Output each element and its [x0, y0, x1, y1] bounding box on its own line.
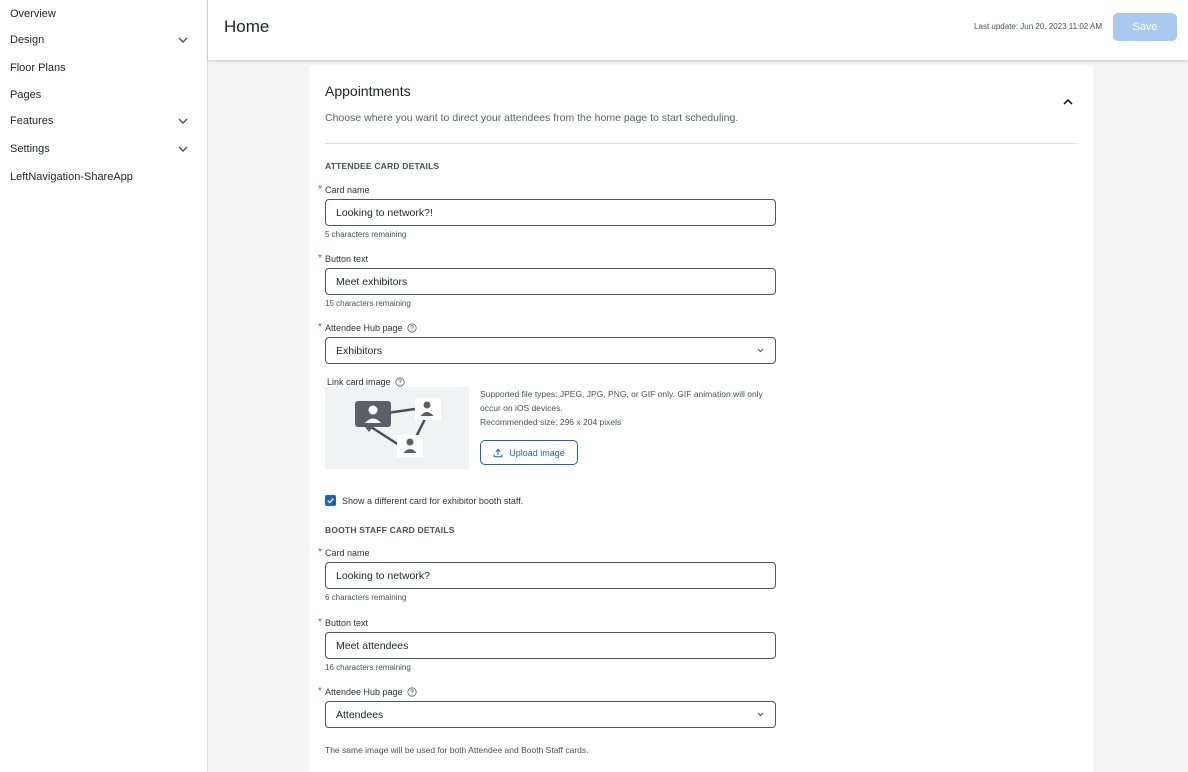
checkmark-icon [326, 496, 335, 505]
booth-hub-page-selected-value: Attendees [336, 708, 384, 721]
booth-card-name-input[interactable] [325, 562, 776, 589]
upload-image-button[interactable] [480, 440, 578, 465]
chevron-down-icon [177, 34, 189, 46]
sidebar-item-floor-plans[interactable] [10, 58, 189, 78]
save-button[interactable]: Save [1113, 13, 1177, 41]
section-description: Choose where you want to direct your attendees from the home page to start scheduling. [325, 112, 739, 124]
image-requirements-text [480, 387, 780, 429]
help-icon[interactable] [407, 687, 417, 697]
help-icon[interactable] [395, 377, 405, 387]
image-file-types-text: Supported file types: JPEG, JPG, PNG, or GIF only. GIF animation will only occur on iOS devices. [480, 389, 763, 413]
sidebar [0, 0, 208, 772]
booth-card-name-label [318, 547, 370, 558]
card-name-hint: 5 characters remaining [325, 230, 407, 239]
attendee-card-heading: ATTENDEE CARD DETAILS [325, 161, 440, 171]
booth-staff-checkbox[interactable] [325, 495, 336, 506]
button-text-input[interactable] [325, 268, 776, 295]
appointments-card [309, 65, 1093, 772]
sidebar-item-label: Features [10, 115, 54, 127]
sidebar-item-design[interactable] [10, 30, 189, 50]
page-header [208, 0, 1188, 60]
chevron-down-icon [177, 115, 189, 127]
sidebar-item-label: Design [10, 34, 45, 46]
chevron-down-icon [756, 710, 765, 719]
sidebar-item-features[interactable] [10, 111, 189, 131]
button-text-label [318, 253, 369, 264]
booth-hub-page-select[interactable] [325, 701, 776, 728]
booth-hub-page-label [318, 686, 417, 697]
booth-hub-page-label-text: Attendee Hub page [325, 687, 403, 697]
booth-button-text-input[interactable] [325, 632, 776, 659]
button-text-hint: 15 characters remaining [325, 299, 411, 308]
section-title: Appointments [325, 83, 411, 99]
last-update-text: Last update: Jun 20, 2023 11:02 AM [974, 22, 1102, 31]
card-name-label [318, 184, 370, 195]
sidebar-item-label: Floor Plans [10, 62, 66, 74]
sidebar-item-settings[interactable] [10, 139, 189, 159]
chevron-down-icon [756, 346, 765, 355]
button-text-label-text: Button text [325, 254, 369, 264]
card-name-input[interactable] [325, 199, 776, 226]
link-card-image-label [327, 377, 405, 387]
sidebar-item-label: Settings [10, 143, 50, 155]
upload-icon [493, 448, 503, 458]
required-marker: * [318, 184, 322, 195]
main-content [208, 60, 1188, 772]
sidebar-item-pages[interactable] [10, 85, 189, 105]
required-marker: * [318, 322, 322, 333]
booth-staff-checkbox-label: Show a different card for exhibitor booth staff. [342, 495, 524, 506]
sidebar-item-leftnavigation-shareapp[interactable] [10, 167, 189, 187]
network-illustration-icon [325, 387, 469, 469]
page-title: Home [224, 17, 270, 36]
required-marker: * [318, 253, 322, 264]
hub-page-label-text: Attendee Hub page [325, 323, 403, 333]
link-card-image-preview [325, 387, 469, 469]
sidebar-item-label: Overview [10, 8, 56, 20]
required-marker: * [318, 547, 322, 558]
shared-image-footnote: The same image will be used for both Attendee and Booth Staff cards. [325, 745, 589, 755]
chevron-up-icon[interactable] [1061, 95, 1075, 109]
upload-image-label: Upload image [509, 447, 565, 458]
image-recommended-size-text: Recommended size: 296 x 204 pixels [480, 417, 622, 427]
sidebar-item-label: LeftNavigation-ShareApp [10, 171, 133, 183]
sidebar-item-overview[interactable] [10, 4, 189, 24]
divider [325, 143, 1077, 144]
booth-card-name-hint: 6 characters remaining [325, 593, 407, 602]
booth-button-text-label-text: Button text [325, 618, 369, 628]
required-marker: * [318, 686, 322, 697]
hub-page-select[interactable] [325, 337, 776, 364]
booth-staff-toggle-row [325, 495, 523, 506]
booth-card-heading: BOOTH STAFF CARD DETAILS [325, 525, 455, 535]
link-card-image-label-text: Link card image [327, 377, 391, 387]
chevron-down-icon [177, 143, 189, 155]
booth-card-name-label-text: Card name [325, 548, 370, 558]
required-marker: * [318, 617, 322, 628]
booth-button-text-hint: 16 characters remaining [325, 663, 411, 672]
help-icon[interactable] [407, 323, 417, 333]
sidebar-item-label: Pages [10, 89, 42, 101]
booth-button-text-label [318, 617, 369, 628]
hub-page-selected-value: Exhibitors [336, 344, 383, 357]
hub-page-label [318, 322, 417, 333]
card-name-label-text: Card name [325, 185, 370, 195]
